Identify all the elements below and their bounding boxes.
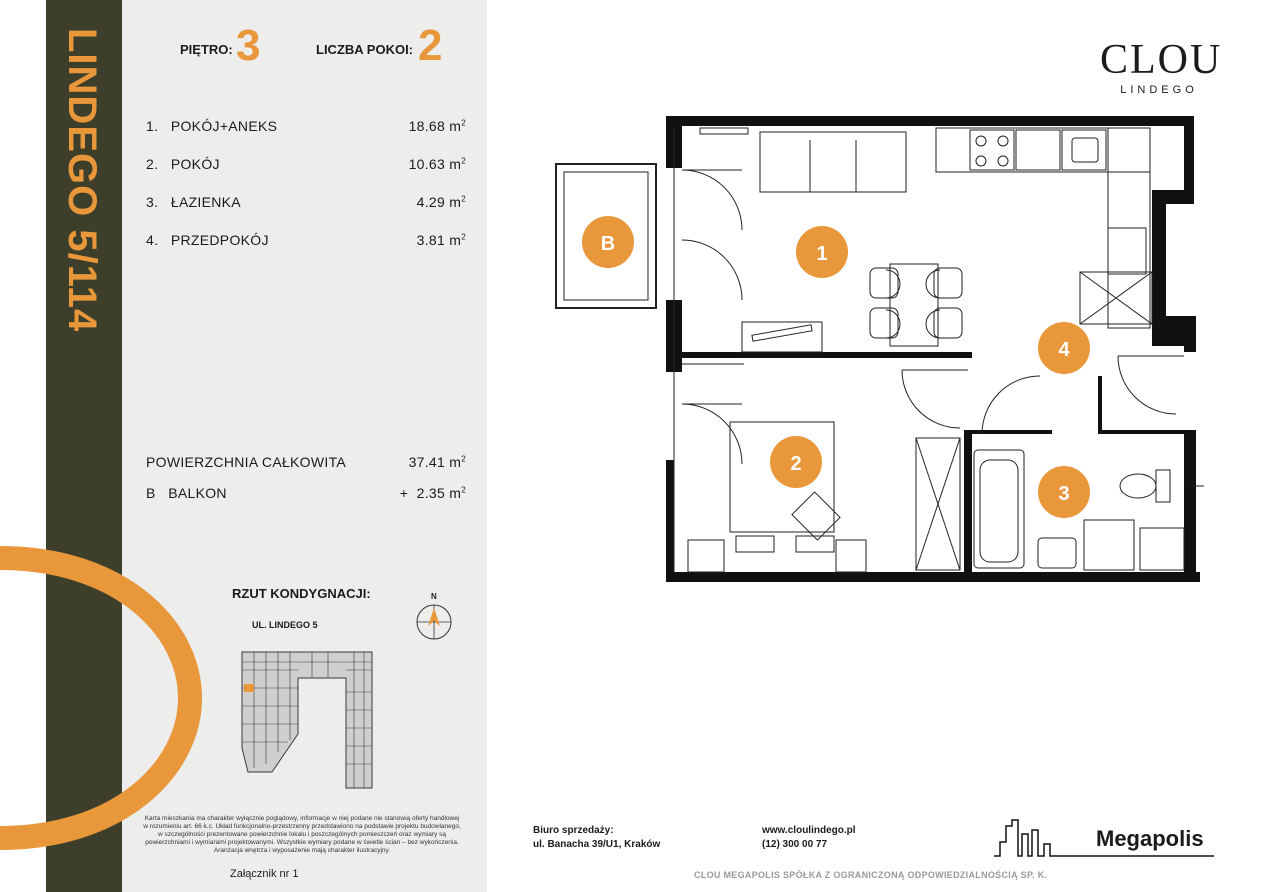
- site-plan-diagram: [232, 648, 382, 798]
- balcony-row: [146, 485, 466, 501]
- room-row: [146, 232, 466, 248]
- room-row: [146, 194, 466, 210]
- balcony-label: B BALKON: [146, 485, 227, 501]
- total-area-label: POWIERZCHNIA CAŁKOWITA: [146, 454, 347, 470]
- room-area: 3.81 $m^2$: [416, 232, 466, 248]
- balcony-area: + 2.35 $m^2$: [399, 485, 466, 501]
- total-area-row: [146, 454, 466, 470]
- clou-logo: [1100, 37, 1223, 96]
- room-name: POKÓJ+ANEKS: [170, 118, 278, 134]
- rooms-count-value: 2: [418, 21, 443, 70]
- sales-office: [533, 824, 660, 852]
- room-marker-label: 1: [816, 243, 828, 265]
- rooms-count-label: LICZBA POKOI:: [316, 42, 414, 57]
- attachment-label: Załącznik nr 1: [230, 868, 299, 880]
- inner-walls: [674, 352, 1184, 580]
- logo-main: CLOU: [1100, 37, 1223, 83]
- outer-walls: [666, 116, 1200, 582]
- floor-label: PIĘTRO:: [180, 42, 233, 57]
- company-name: CLOU MEGAPOLIS SPÓŁKA Z OGRANICZONĄ ODPOWIEDZIALNOŚCIĄ SP. K.: [694, 870, 1048, 880]
- orange-arc-decoration: [0, 548, 230, 848]
- room-number: 2.: [146, 156, 159, 172]
- total-area-value: 37.41 $m^2$: [408, 454, 466, 470]
- room-area: 4.29 $m^2$: [416, 194, 466, 210]
- logo-sub: LINDEGO: [1120, 84, 1198, 96]
- room-number: 3.: [146, 194, 159, 210]
- phone-number: (12) 300 00 77: [762, 839, 828, 850]
- room-marker-label: 4: [1058, 339, 1070, 361]
- rzut-street: UL. LINDEGO 5: [252, 620, 318, 630]
- room-area: 10.63 $m^2$: [408, 156, 466, 172]
- room-row: [146, 156, 466, 172]
- contact-info: [762, 824, 856, 852]
- developer-name: Megapolis: [1096, 826, 1204, 851]
- compass-icon: [414, 592, 454, 640]
- rzut-title: RZUT KONDYGNACJI:: [232, 586, 371, 601]
- room-marker-label: 2: [790, 453, 802, 475]
- sales-office-address: ul. Banacha 39/U1, Kraków: [533, 839, 661, 850]
- room-marker-label: B: [600, 233, 616, 255]
- room-number: 4.: [146, 232, 159, 248]
- sales-office-label: Biuro sprzedaży:: [533, 825, 614, 836]
- apartment-title: LINDEGO 5/114: [60, 28, 104, 333]
- room-marker-label: 3: [1058, 483, 1070, 505]
- room-name: POKÓJ: [170, 156, 220, 172]
- room-number: 1.: [146, 118, 159, 134]
- room-row: [146, 118, 466, 134]
- room-markers: [582, 216, 1090, 518]
- room-area: 18.68 $m^2$: [408, 118, 466, 134]
- room-name: ŁAZIENKA: [170, 194, 241, 210]
- floor-plan: [540, 100, 1220, 600]
- room-name: PRZEDPOKÓJ: [170, 232, 269, 248]
- north-label: N: [431, 592, 437, 601]
- floor-value: 3: [236, 21, 261, 70]
- site-plan-highlight: [244, 684, 254, 692]
- disclaimer-text: Karta mieszkania ma charakter wyłącznie poglądowy, informacje w niej podane nie stanowią oferty handlowej w rozumieniu art. 66 k.c. Układ funkcjonalno-przestrzenny przedstawiono na podstawie projektu budowlanego, w szczególności prezentowane powierzchnie lokalu i poszczególnych pomieszczeń oraz wymiary są powierzchniami i wymiarami projektowanymi. Wszystkie wymiary podane w świetle ścian – bez wykończenia. Aranżacja wnętrza i wyposażenie mają charakter ilustracyjny.: [143, 815, 461, 854]
- website-link[interactable]: www.cloulindego.pl: [762, 825, 856, 836]
